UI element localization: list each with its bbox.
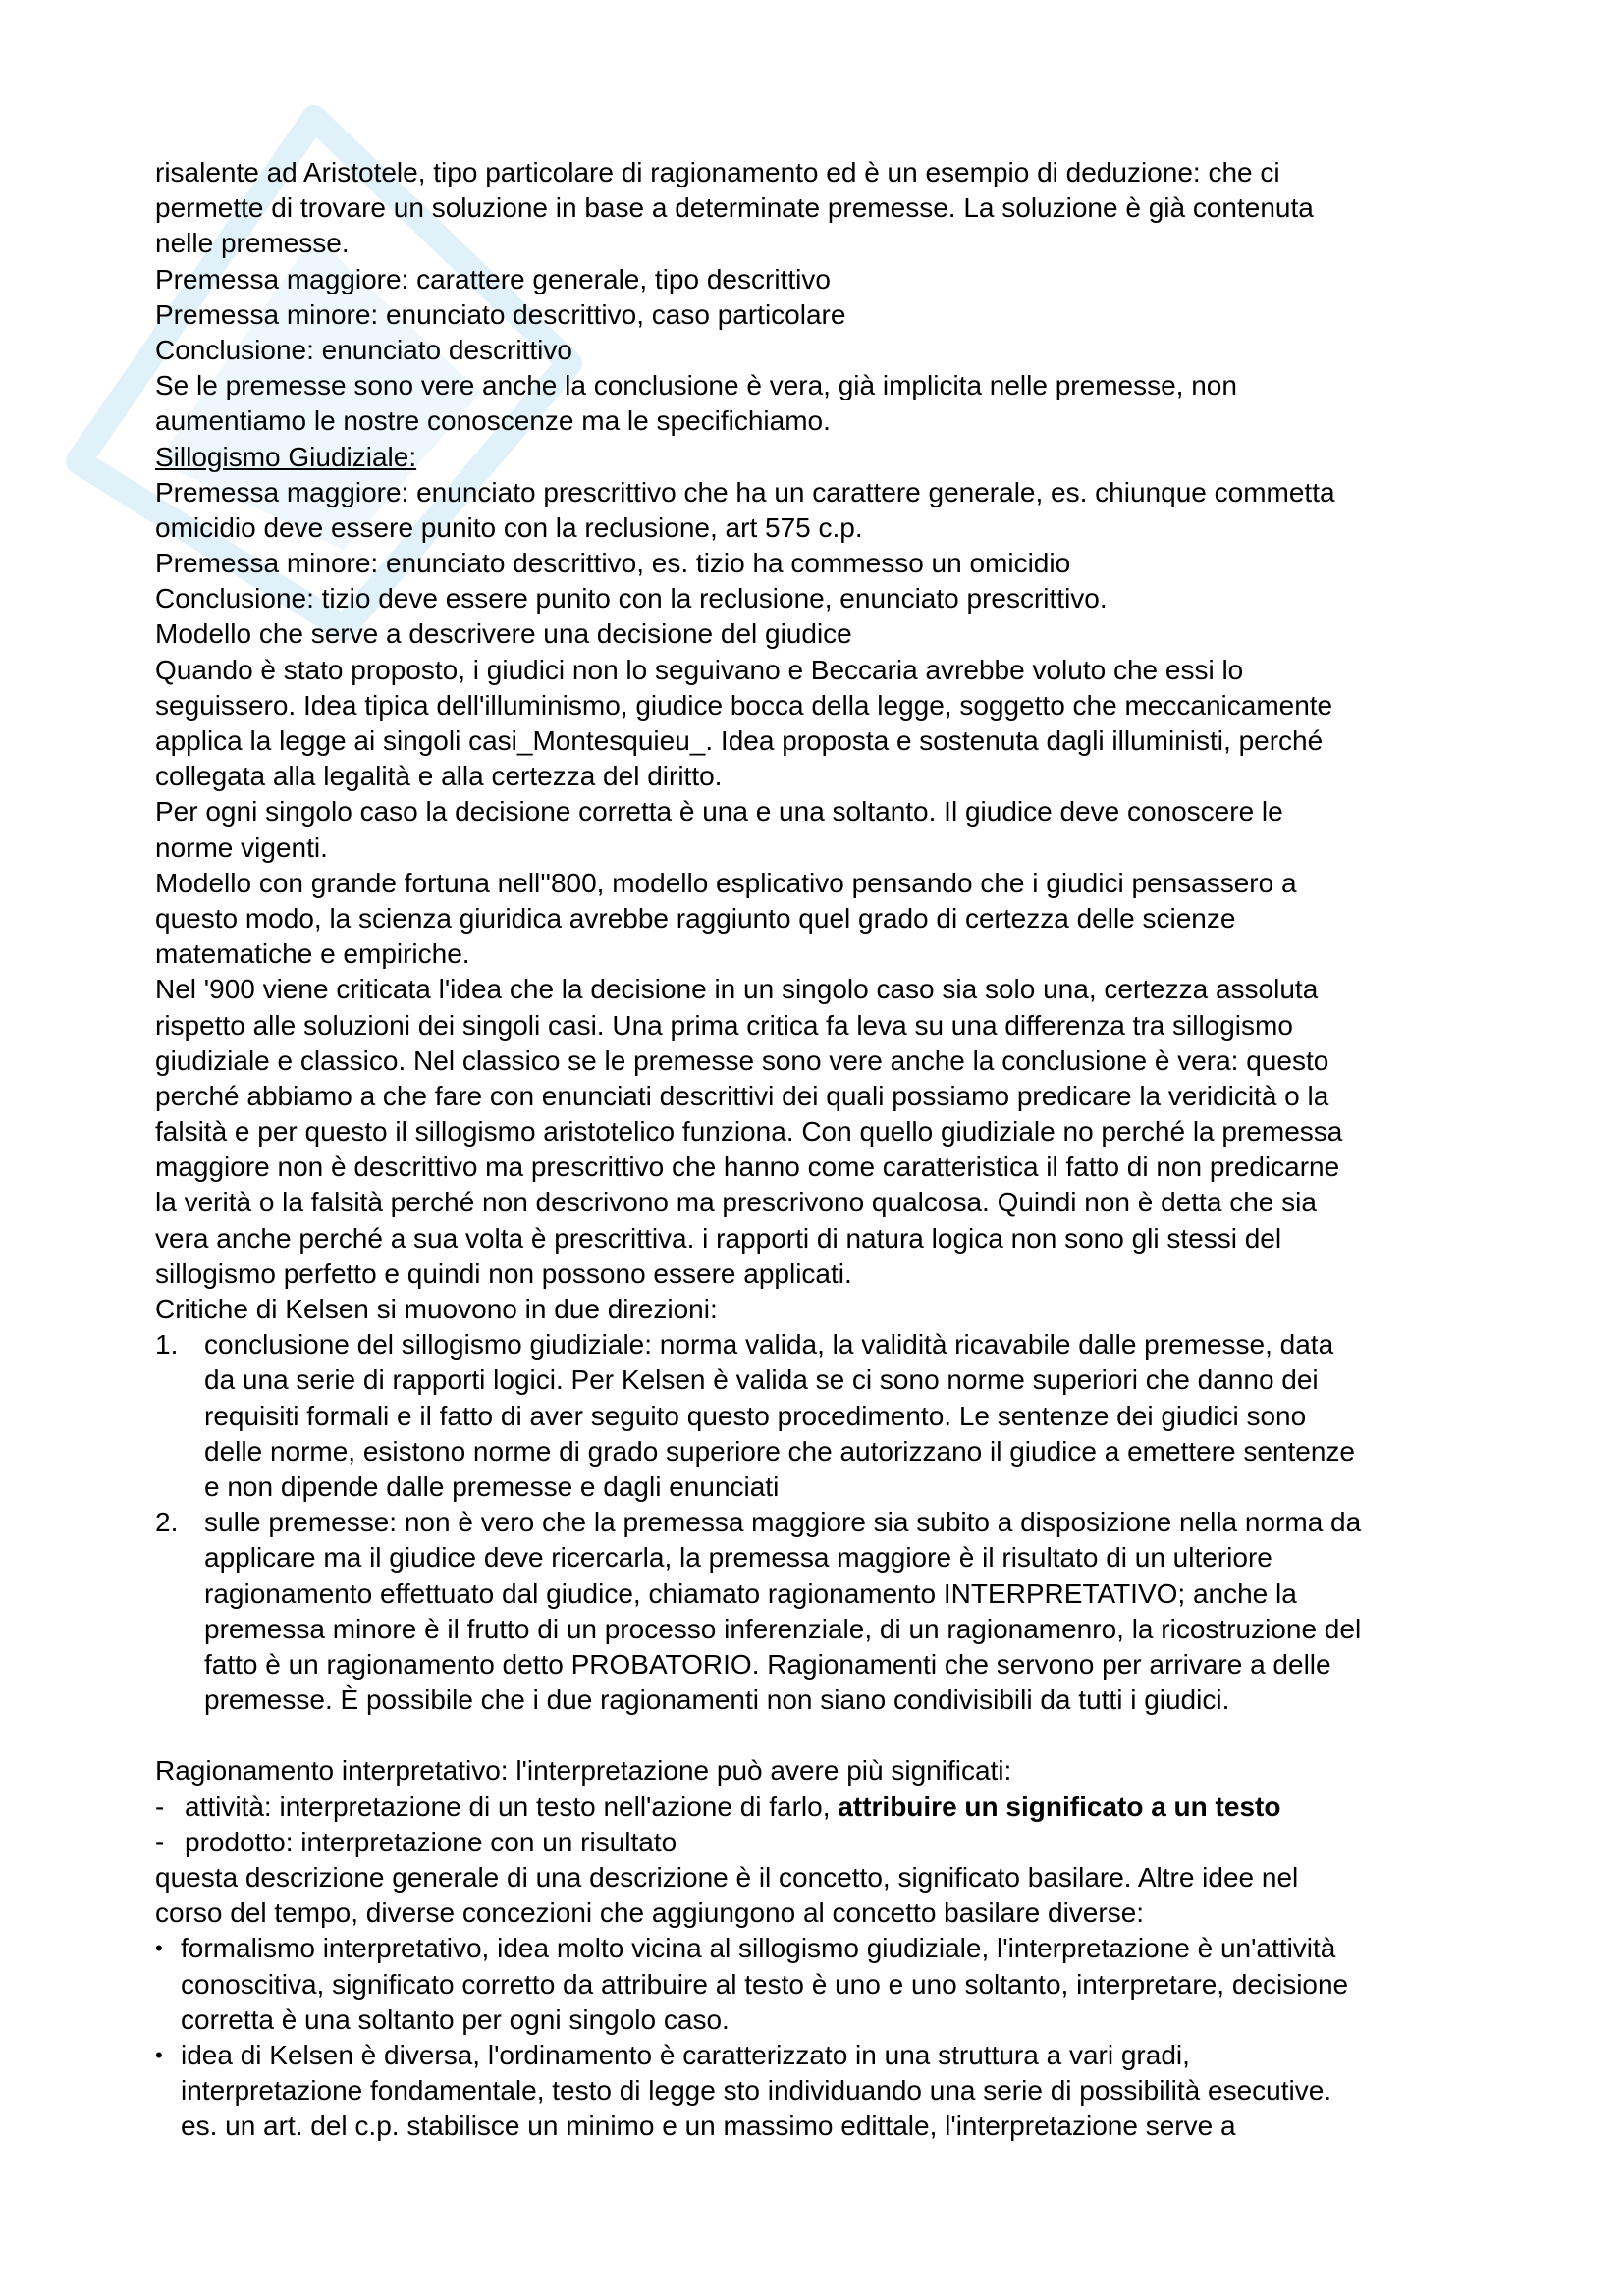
text-line: Modello con grande fortuna nell''800, modello esplicativo pensando che i giudici pensassero a xyxy=(155,867,1297,898)
text-line: es. un art. del c.p. stabilisce un minimo e un massimo edittale, l'interpretazione serve a xyxy=(181,2110,1236,2142)
text-line: e non dipende dalle premesse e dagli enunciati xyxy=(204,1470,780,1502)
text-line: Conclusione: tizio deve essere punito con la reclusione, enunciato prescrittivo. xyxy=(155,583,1108,614)
text-line: Quando è stato proposto, i giudici non lo seguivano e Beccaria avrebbe voluto che essi lo xyxy=(155,654,1244,685)
text-line: aumentiamo le nostre conoscenze ma le specifichiamo. xyxy=(155,405,831,437)
text-line: la verità o la falsità perché non descrivono ma prescrivono qualcosa. Quindi non è detta che sia xyxy=(155,1187,1317,1218)
list-number: 1. xyxy=(155,1329,179,1361)
dash-item-bold: attribuire un significato a un testo xyxy=(838,1790,1281,1822)
text-line: da una serie di rapporti logici. Per Kelsen è valida se ci sono norme superiori che danno dei xyxy=(204,1364,1319,1396)
text-line: Premessa minore: enunciato descrittivo, es. tizio ha commesso un omicidio xyxy=(155,548,1071,579)
bullet-item-text xyxy=(181,1931,1490,2038)
text-line: Premessa maggiore: enunciato prescrittivo che ha un carattere generale, es. chiunque commetta xyxy=(155,476,1335,507)
dash-marker: - xyxy=(155,1790,165,1822)
text-line: idea di Kelsen è diversa, l'ordinamento è caratterizzato in una struttura a vari gradi, xyxy=(181,2039,1190,2070)
text-line: Conclusione: enunciato descrittivo xyxy=(155,334,572,365)
text-line: sillogismo perfetto e quindi non possono essere applicati. xyxy=(155,1257,852,1289)
text-line: premessa minore è il frutto di un processo inferenziale, di un ragionamenro, la ricostruzione del xyxy=(204,1613,1362,1644)
text-line: collegata alla legalità e alla certezza del diritto. xyxy=(155,761,723,792)
text-line: maggiore non è descrittivo ma prescrittivo che hanno come caratteristica il fatto di non predicarne xyxy=(155,1151,1340,1183)
text-line: questa descrizione generale di una descrizione è il concetto, significato basilare. Altre idee nel xyxy=(155,1862,1299,1894)
text-line: norme vigenti. xyxy=(155,831,328,863)
text-line: ragionamento effettuato dal giudice, chiamato ragionamento INTERPRETATIVO; anche la xyxy=(204,1577,1297,1609)
bullet-marker: • xyxy=(155,1936,163,1961)
text-line: giudiziale e classico. Nel classico se le premesse sono vere anche la conclusione è vera: questo xyxy=(155,1044,1329,1076)
text-line: risalente ad Aristotele, tipo particolare di ragionamento ed è un esempio di deduzione: che ci xyxy=(155,157,1280,187)
text-line: fatto è un ragionamento detto PROBATORIO. Ragionamenti che servono per arrivare a delle xyxy=(204,1648,1331,1680)
bullet-list xyxy=(155,1931,1490,2144)
text-line: nelle premesse. xyxy=(155,228,350,259)
text-line: requisiti formali e il fatto di aver seguito questo procedimento. Le sentenze dei giudici sono xyxy=(204,1400,1307,1431)
text-line: vera anche perché a sua volta è prescrittiva. i rapporti di natura logica non sono gli stessi del xyxy=(155,1222,1282,1254)
text-line: applica la legge ai singoli casi_Montesquieu_. Idea proposta e sostenuta dagli illuministi, perché xyxy=(155,725,1324,756)
text-line: formalismo interpretativo, idea molto vicina al sillogismo giudiziale, l'interpretazione è un'attività xyxy=(181,1933,1336,1964)
text-line: seguissero. Idea tipica dell'illuminismo, giudice bocca della legge, soggetto che meccanicamente xyxy=(155,689,1333,721)
intro-paragraph xyxy=(155,155,1490,440)
dash-item-plain: attività: interpretazione di un testo nell'azione di farlo, xyxy=(185,1790,839,1822)
text-line: permette di trovare un soluzione in base a determinate premesse. La soluzione è già contenuta xyxy=(155,192,1314,224)
text-line: conclusione del sillogismo giudiziale: norma valida, la validità ricavabile dalle premesse, data xyxy=(204,1329,1334,1361)
dash-item xyxy=(155,1789,1490,1825)
text-line: Critiche di Kelsen si muovono in due direzioni: xyxy=(155,1294,718,1324)
text-line: Se le premesse sono vere anche la conclusione è vera, già implicita nelle premesse, non xyxy=(155,370,1237,401)
dash-list xyxy=(155,1789,1490,1860)
dash-marker: - xyxy=(155,1826,165,1857)
text-line: sulle premesse: non è vero che la premessa maggiore sia subito a disposizione nella norma da xyxy=(204,1507,1362,1538)
text-line: perché abbiamo a che fare con enunciati descrittivi dei quali possiamo predicare la veridicità o la xyxy=(155,1080,1329,1111)
text-line: questo modo, la scienza giuridica avrebbe raggiunto quel grado di certezza delle scienze xyxy=(155,902,1236,934)
text-line: Premessa minore: enunciato descrittivo, caso particolare xyxy=(155,298,846,330)
numbered-item-text xyxy=(204,1327,1490,1505)
text-line: delle norme, esistono norme di grado superiore che autorizzano il giudice a emettere sentenze xyxy=(204,1435,1356,1467)
numbered-item xyxy=(155,1505,1490,1718)
text-line: omicidio deve essere punito con la reclusione, art 575 c.p. xyxy=(155,511,863,543)
numbered-item-text xyxy=(204,1505,1490,1718)
interpretativo-intro: Ragionamento interpretativo: l'interpretazione può avere più significati: xyxy=(155,1755,1012,1787)
dash-item-text xyxy=(185,1825,1490,1860)
blank-line xyxy=(155,1718,1490,1753)
text-line: Modello che serve a descrivere una decisione del giudice xyxy=(155,618,852,650)
bullet-item xyxy=(155,2038,1490,2145)
section-heading-sillogismo: Sillogismo Giudiziale: xyxy=(155,441,417,472)
concetto-paragraph xyxy=(155,1860,1490,1931)
bullet-item-text xyxy=(181,2038,1490,2145)
dash-item xyxy=(155,1825,1490,1860)
document-page xyxy=(155,155,1490,2145)
bullet-marker: • xyxy=(155,2042,163,2067)
dash-item-text xyxy=(185,1789,1490,1825)
text-line: corretta è una soltanto per ogni singolo caso. xyxy=(181,2003,730,2035)
bullet-item xyxy=(155,1931,1490,2038)
text-line: applicare ma il giudice deve ricercarla, la premessa maggiore è il risultato di un ulteriore xyxy=(204,1542,1272,1574)
numbered-item xyxy=(155,1327,1490,1505)
text-line: interpretazione fondamentale, testo di legge sto individuando una serie di possibilità esecutive. xyxy=(181,2075,1332,2107)
body-paragraph xyxy=(155,475,1490,1328)
dash-item-plain: prodotto: interpretazione con un risultato xyxy=(185,1826,677,1857)
text-line: falsità e per questo il sillogismo aristotelico funziona. Con quello giudiziale no perché la premessa xyxy=(155,1116,1343,1148)
numbered-list xyxy=(155,1327,1490,1718)
text-line: rispetto alle soluzioni dei singoli casi. Una prima critica fa leva su una differenza tra sillogismo xyxy=(155,1009,1293,1041)
text-line: corso del tempo, diverse concezioni che aggiungono al concetto basilare diverse: xyxy=(155,1897,1145,1929)
text-line: matematiche e empiriche. xyxy=(155,938,470,970)
text-line: Per ogni singolo caso la decisione corretta è una e una soltanto. Il giudice deve conoscere le xyxy=(155,796,1283,828)
list-number: 2. xyxy=(155,1507,179,1538)
text-line: Premessa maggiore: carattere generale, tipo descrittivo xyxy=(155,263,831,294)
text-line: premesse. È possibile che i due ragionamenti non siano condivisibili da tutti i giudici. xyxy=(204,1684,1230,1716)
text-line: Nel '900 viene criticata l'idea che la decisione in un singolo caso sia solo una, certezza assoluta xyxy=(155,974,1319,1005)
text-line: conoscitiva, significato corretto da attribuire al testo è uno e uno soltanto, interpretare, decisione xyxy=(181,1968,1349,2000)
